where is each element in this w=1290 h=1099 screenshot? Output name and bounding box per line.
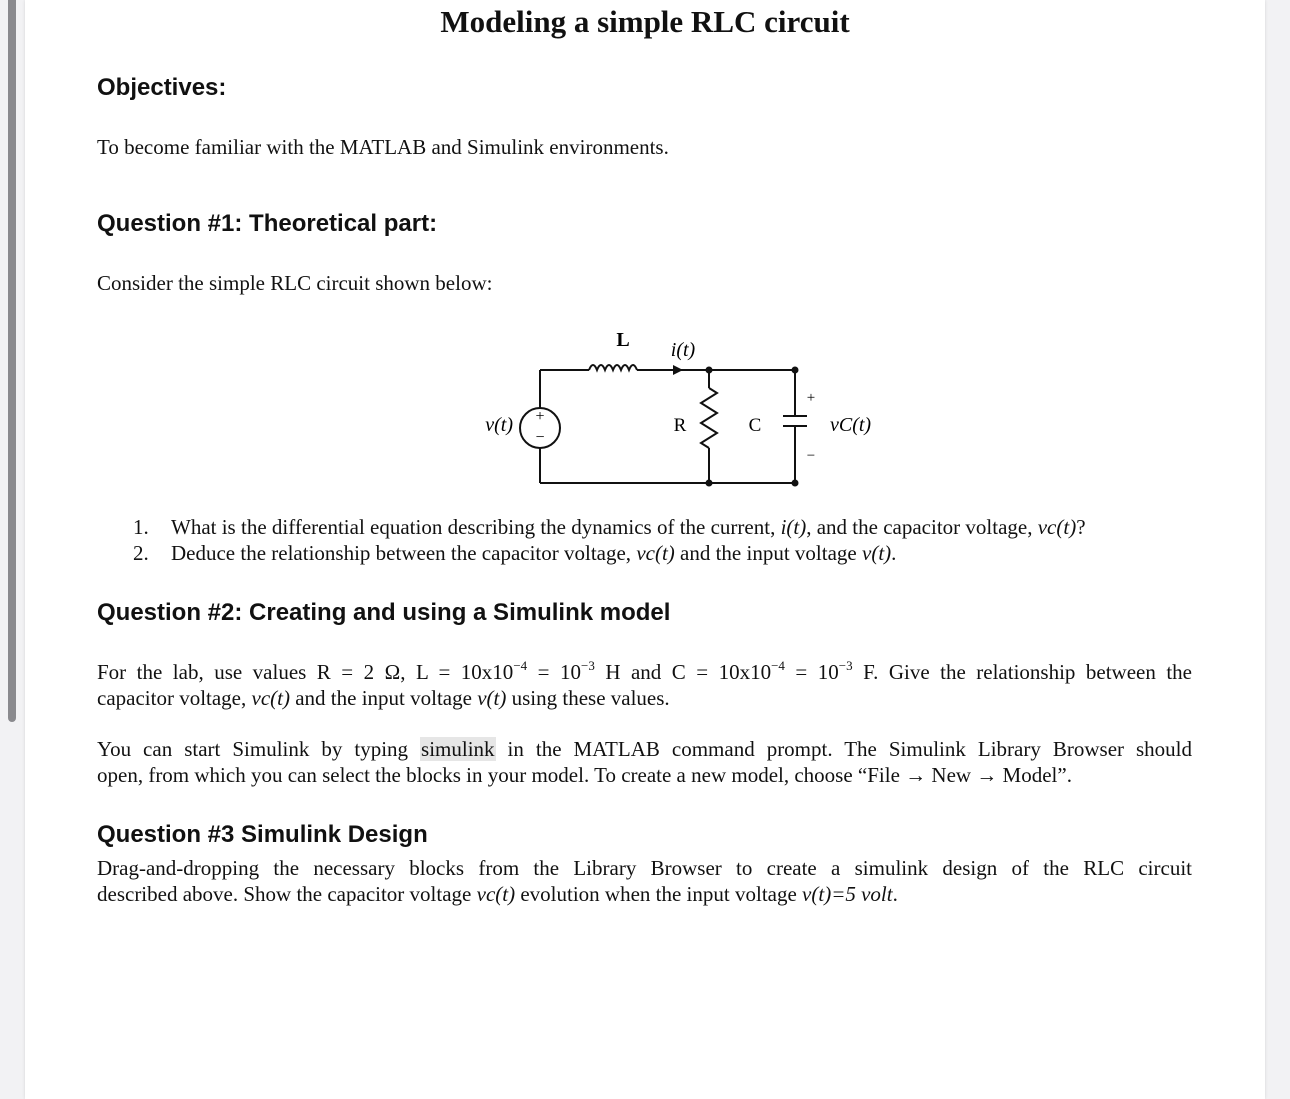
question-1-intro: Consider the simple RLC circuit shown below: xyxy=(97,271,493,295)
list-item: 2. Deduce the relationship between the capacitor voltage, vc(t) and the input voltage v(t). xyxy=(133,541,897,565)
rlc-circuit-diagram xyxy=(425,318,895,498)
question-2-paragraph-2: You can start Simulink by typing simulink in the MATLAB command prompt. The Simulink Library Browser should open, from which you can select the blocks in your model. To create a new model, choose “File → New → Model”. xyxy=(97,737,1193,787)
capacitor-plus: + xyxy=(806,390,816,406)
objectives-text: To become familiar with the MATLAB and Simulink environments. xyxy=(97,135,669,159)
junction-dot xyxy=(792,480,799,487)
document-page xyxy=(25,0,1265,1099)
junction-dot xyxy=(706,480,713,487)
cap-voltage-label: vC(t) xyxy=(830,414,872,436)
inductor-label: L xyxy=(616,329,630,351)
question-2-paragraph-1: For the lab, use values R = 2 Ω, $L = 10x10^{-4} = 10^{-3}$ H and $C = 10x10^{-4} = 10^{-3}$ F. Give the relationship between the capacitor voltage, vc(t) and the input voltage v(t) using these values. xyxy=(97,658,1193,710)
source-minus: − xyxy=(535,429,545,446)
capacitor-minus: − xyxy=(806,448,816,464)
source-label: v(t) xyxy=(485,414,513,436)
page-title: Modeling a simple RLC circuit xyxy=(440,4,850,39)
current-arrow-icon xyxy=(673,365,683,375)
question-2-heading: Question #2: Creating and using a Simulink model xyxy=(97,599,671,626)
inductor-icon xyxy=(589,365,637,370)
simulink-command-highlight[interactable]: simulink xyxy=(421,737,495,761)
question-1-list xyxy=(133,514,1086,566)
question-3-heading: Question #3 Simulink Design xyxy=(97,821,428,848)
junction-dot xyxy=(792,367,799,374)
list-item: 1. What is the differential equation describing the dynamics of the current, i(t), and the capacitor voltage, vc(t)? xyxy=(133,515,1086,539)
current-label: i(t) xyxy=(670,339,696,361)
capacitor-label: C xyxy=(748,415,762,436)
scrollbar-thumb[interactable] xyxy=(8,0,16,722)
objectives-heading: Objectives: xyxy=(97,74,227,101)
question-3-paragraph: Drag-and-dropping the necessary blocks from the Library Browser to create a simulink design of the RLC circuit described above. Show the capacitor voltage vc(t) evolution when the input voltage v(t)=5 volt. xyxy=(97,856,1192,906)
resistor-icon xyxy=(701,388,717,448)
resistor-label: R xyxy=(673,415,687,436)
junction-dot xyxy=(706,367,713,374)
question-1-heading: Question #1: Theoretical part: xyxy=(97,210,438,237)
source-plus: + xyxy=(535,408,545,425)
